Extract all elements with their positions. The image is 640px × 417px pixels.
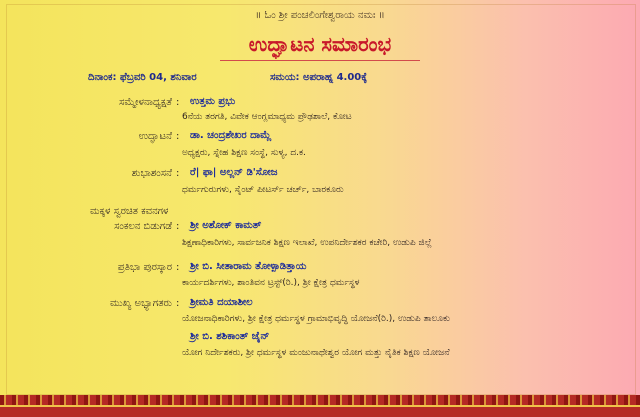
person-desc-release: ಶಿಕ್ಷಣಾಧಿಕಾರಿಗಳು, ಸಾರ್ವಜನಿಕ ಶಿಕ್ಷಣ ಇಲಾಖೆ, ಉಪನಿರ್ದೇಶಕರ ಕಚೇರಿ, ಉಡುಪಿ ಜಿಲ್ಲೆ xyxy=(182,238,432,248)
role-label-blessing: ಶುಭಾಶಂಸನೆ xyxy=(131,168,172,179)
invocation-text: ॥ ಓಂ ಶ್ರೀ ಪಂಚಲಿಂಗೇಶ್ವರಾಯ ನಮಃ ॥ xyxy=(255,10,385,21)
person-name-award: ಶ್ರೀ ಬಿ. ಸೀತಾರಾಮ ತೋಳ್ಪಾಡಿತ್ತಾಯ xyxy=(190,261,307,272)
title-underline xyxy=(220,60,420,61)
role-label-release-line1: ಮಕ್ಕಳ ಸ್ವರಚಿತ ಕವನಗಳ xyxy=(90,206,169,217)
colon: : xyxy=(176,221,180,232)
border-pattern xyxy=(0,395,640,405)
colon: : xyxy=(176,298,180,309)
person-desc-president: 6ನೆಯ ತರಗತಿ, ವಿವೇಕ ಆಂಗ್ಲಮಾಧ್ಯಮ ಪ್ರೌಢಶಾಲೆ, ಕೋಟ xyxy=(182,112,352,122)
person-desc-award: ಕಾರ್ಯದರ್ಶಿಗಳು, ಶಾಂತಿವನ ಟ್ರಸ್ಟ್(ರಿ.), ಶ್ರೀ ಕ್ಷೇತ್ರ ಧರ್ಮಸ್ಥಳ xyxy=(182,278,360,288)
person-name-inauguration: ಡಾ. ಚಂದ್ರಶೇಖರ ದಾಮ್ಲೆ xyxy=(190,130,272,141)
role-label-award: ಪ್ರತಿಭಾ ಪುರಸ್ಕಾರ xyxy=(117,262,172,273)
colon: : xyxy=(176,97,180,108)
person-desc-guest-2: ಯೋಗ ನಿರ್ದೇಶಕರು, ಶ್ರೀ ಧರ್ಮಸ್ಥಳ ಮಂಜುನಾಥೇಶ್ವರ ಯೋಗ ಮತ್ತು ನೈತಿಕ ಶಿಕ್ಷಣ ಯೋಜನೆ xyxy=(182,348,450,358)
role-label-inauguration: ಉದ್ಘಾಟನೆ xyxy=(138,131,172,142)
role-label-release: ಸಂಕಲನ ಬಿಡುಗಡೆ xyxy=(114,221,172,232)
colon: : xyxy=(176,131,180,142)
person-name-blessing: ರೆ| ಫಾ| ಅಲ್ಲನ್ ಡಿ'ಸೋಜ xyxy=(190,167,278,178)
person-name-guest-2: ಶ್ರೀ ಬಿ. ಶಶಿಕಾಂತ್ ಜೈನ್ xyxy=(190,331,270,342)
person-name-guest-1: ಶ್ರೀಮತಿ ದಯಾಶೀಲ xyxy=(190,297,253,308)
date-time-line xyxy=(88,72,528,86)
role-label-president: ಸಮ್ಮೇಳನಾಧ್ಯಕ್ಷತೆ xyxy=(119,97,172,108)
page-title: ಉದ್ಘಾಟನ ಸಮಾರಂಭ xyxy=(248,32,392,56)
event-time: ಸಮಯ: ಅಪರಾಹ್ನ 4.00ಕ್ಕೆ xyxy=(270,72,368,83)
role-label-chief-guests: ಮುಖ್ಯ ಅಭ್ಯಾಗತರು xyxy=(109,298,172,309)
person-desc-inauguration: ಅಧ್ಯಕ್ಷರು, ಸ್ನೇಹ ಶಿಕ್ಷಣ ಸಂಸ್ಥೆ, ಸುಳ್ಯ, ದ.ಕ. xyxy=(182,148,306,158)
event-date: ದಿನಾಂಕ: ಫೆಬ್ರವರಿ 04, ಶನಿವಾರ xyxy=(88,72,197,83)
card-border xyxy=(6,4,636,395)
border-edge xyxy=(0,405,640,407)
colon: : xyxy=(176,168,180,179)
person-desc-guest-1: ಯೋಜನಾಧಿಕಾರಿಗಳು, ಶ್ರೀ ಕ್ಷೇತ್ರ ಧರ್ಮಸ್ಥಳ ಗ್ರಾಮಾಭಿವೃದ್ಧಿ ಯೋಜನೆ(ರಿ.), ಉಡುಪಿ ತಾಲೂಕು xyxy=(182,314,450,324)
decorative-border-band xyxy=(0,395,640,417)
person-name-release: ಶ್ರೀ ಅಶೋಕ್ ಕಾಮತ್ xyxy=(190,220,262,231)
person-desc-blessing: ಧರ್ಮಗುರುಗಳು, ಸೈಂಟ್ ಪೀಟರ್ಸ್ ಚರ್ಚ್, ಬಾರಕೂರು xyxy=(182,185,344,195)
person-name-president: ಉತ್ತಮ ಪ್ರಭು xyxy=(190,96,236,107)
colon: : xyxy=(176,262,180,273)
